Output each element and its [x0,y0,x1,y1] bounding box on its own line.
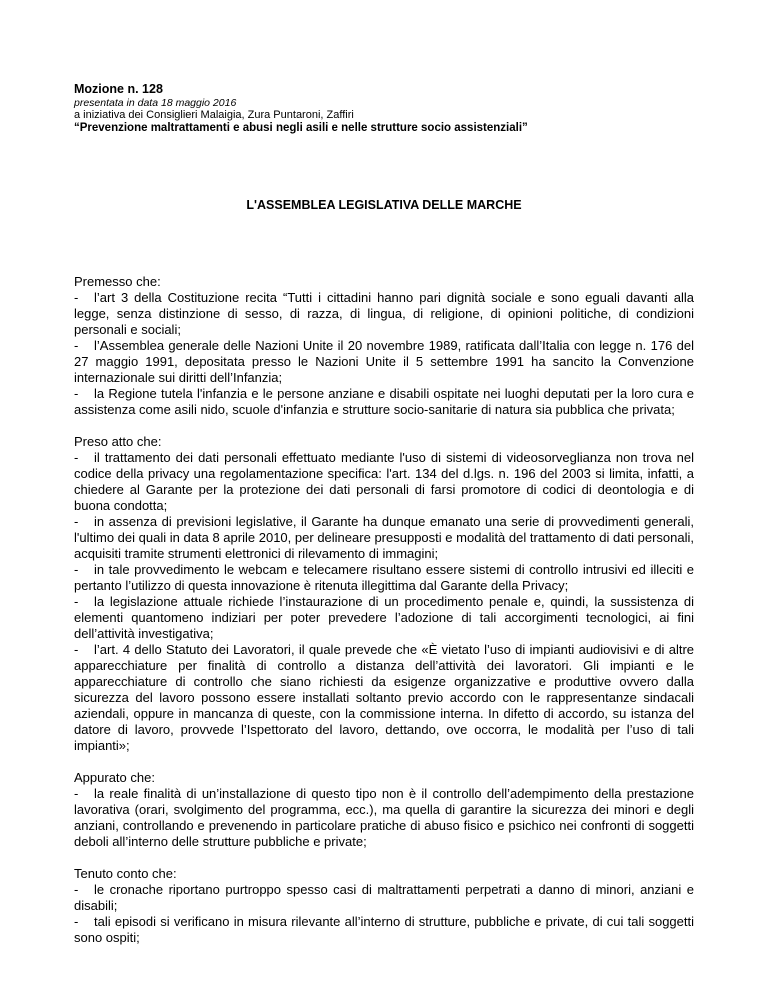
section-heading: Premesso che: [74,274,161,289]
paragraph-item: - in tale provvedimento le webcam e telecamere risultano essere sistemi di controllo intrusivi ed illeciti e pertanto l’utilizzo di questa innovazione è ritenuta illegittima dal Garante della Privacy; [74,562,694,594]
motion-title: Mozione n. 128 [74,82,163,96]
presentation-date: presentata in data 18 maggio 2016 [74,97,237,109]
paragraph-item: - le cronache riportano purtroppo spesso casi di maltrattamenti perpetrati a danno di minori, anziani e disabili; [74,882,694,914]
paragraph-item: - la Regione tutela l'infanzia e le persone anziane e disabili ospitate nei luoghi deputati per la loro cura e assistenza come asili nido, scuole d'infanzia e strutture socio-sanitarie di natura sia pubblica che privata; [74,386,694,418]
document-page [74,81,694,946]
motion-subject: “Prevenzione maltrattamenti e abusi negli asili e nelle strutture socio assistenziali” [74,122,528,134]
paragraph-item: - l’art 3 della Costituzione recita “Tutti i cittadini hanno pari dignità sociale e sono eguali davanti alla legge, senza distinzione di sesso, di razza, di lingua, di religione, di opinioni politiche, di condizioni personali e sociali; [74,290,694,338]
paragraph-item: - l’Assemblea generale delle Nazioni Unite il 20 novembre 1989, ratificata dall’Italia con legge n. 176 del 27 maggio 1991, depositata presso le Nazioni Unite il 5 settembre 1991 ha sancito la Convenzione internazionale sui diritti dell’Infanzia; [74,338,694,386]
assembly-heading: L'ASSEMBLEA LEGISLATIVA DELLE MARCHE [246,198,522,212]
section-tenuto-conto [74,866,694,946]
paragraph-item: - la legislazione attuale richiede l’instaurazione di un procedimento penale e, quindi, la sussistenza di elementi quantomeno indiziari per poter prevedere l’adozione di tali accorgimenti tecnologici, ai fini dell’attività investigativa; [74,594,694,642]
section-heading: Appurato che: [74,770,155,785]
paragraph-item: - la reale finalità di un’installazione di questo tipo non è il controllo dell’adempimento della prestazione lavorativa (orari, svolgimento del programma, ecc.), ma quella di garantire la sicurezza dei minori e degli anziani, controllando e prevenendo in particolare pratiche di abuso fisico e psichico nei confronti di soggetti deboli all’interno delle strutture pubbliche e private; [74,786,694,850]
paragraph-item: - il trattamento dei dati personali effettuato mediante l'uso di sistemi di videosorveglianza non trova nel codice della privacy una regolamentazione specifica: l'art. 134 del d.lgs. n. 196 del 2003 si limita, infatti, a chiedere al Garante per la protezione dei dati personali di farsi promotore di codici di deontologia e di buona condotta; [74,450,694,514]
paragraph-item: - tali episodi si verificano in misura rilevante all’interno di strutture, pubbliche e private, di cui tali soggetti sono ospiti; [74,914,694,946]
initiative-line: a iniziativa dei Consiglieri Malaigia, Zura Puntaroni, Zaffiri [74,109,354,121]
section-heading: Preso atto che: [74,434,162,449]
paragraph-item: - in assenza di previsioni legislative, il Garante ha dunque emanato una serie di provvedimenti generali, l'ultimo dei quali in data 8 aprile 2010, per delineare presupposti e modalità del trattamento di dati personali, acquisiti tramite strumenti elettronici di rilevamento di immagini; [74,514,694,562]
section-appurato [74,770,694,850]
paragraph-item: - l’art. 4 dello Statuto dei Lavoratori, il quale prevede che «È vietato l’uso di impianti audiovisivi e di altre apparecchiature per finalità di controllo a distanza dell’attività dei lavoratori. Gli impianti e le apparecchiature di controllo che siano richiesti da esigenze organizzative e produttive ovvero dalla sicurezza del lavoro possono essere installati soltanto previo accordo con le rappresentanze sindacali aziendali, oppure in mancanza di queste, con la commissione interna. In difetto di accordo, su istanza del datore di lavoro, provvede l’Ispettorato del lavoro, dettando, ove occorra, le modalità per l’uso di tali impianti»; [74,642,694,754]
section-heading: Tenuto conto che: [74,866,177,881]
section-premesso [74,274,694,418]
section-preso-atto [74,434,694,754]
